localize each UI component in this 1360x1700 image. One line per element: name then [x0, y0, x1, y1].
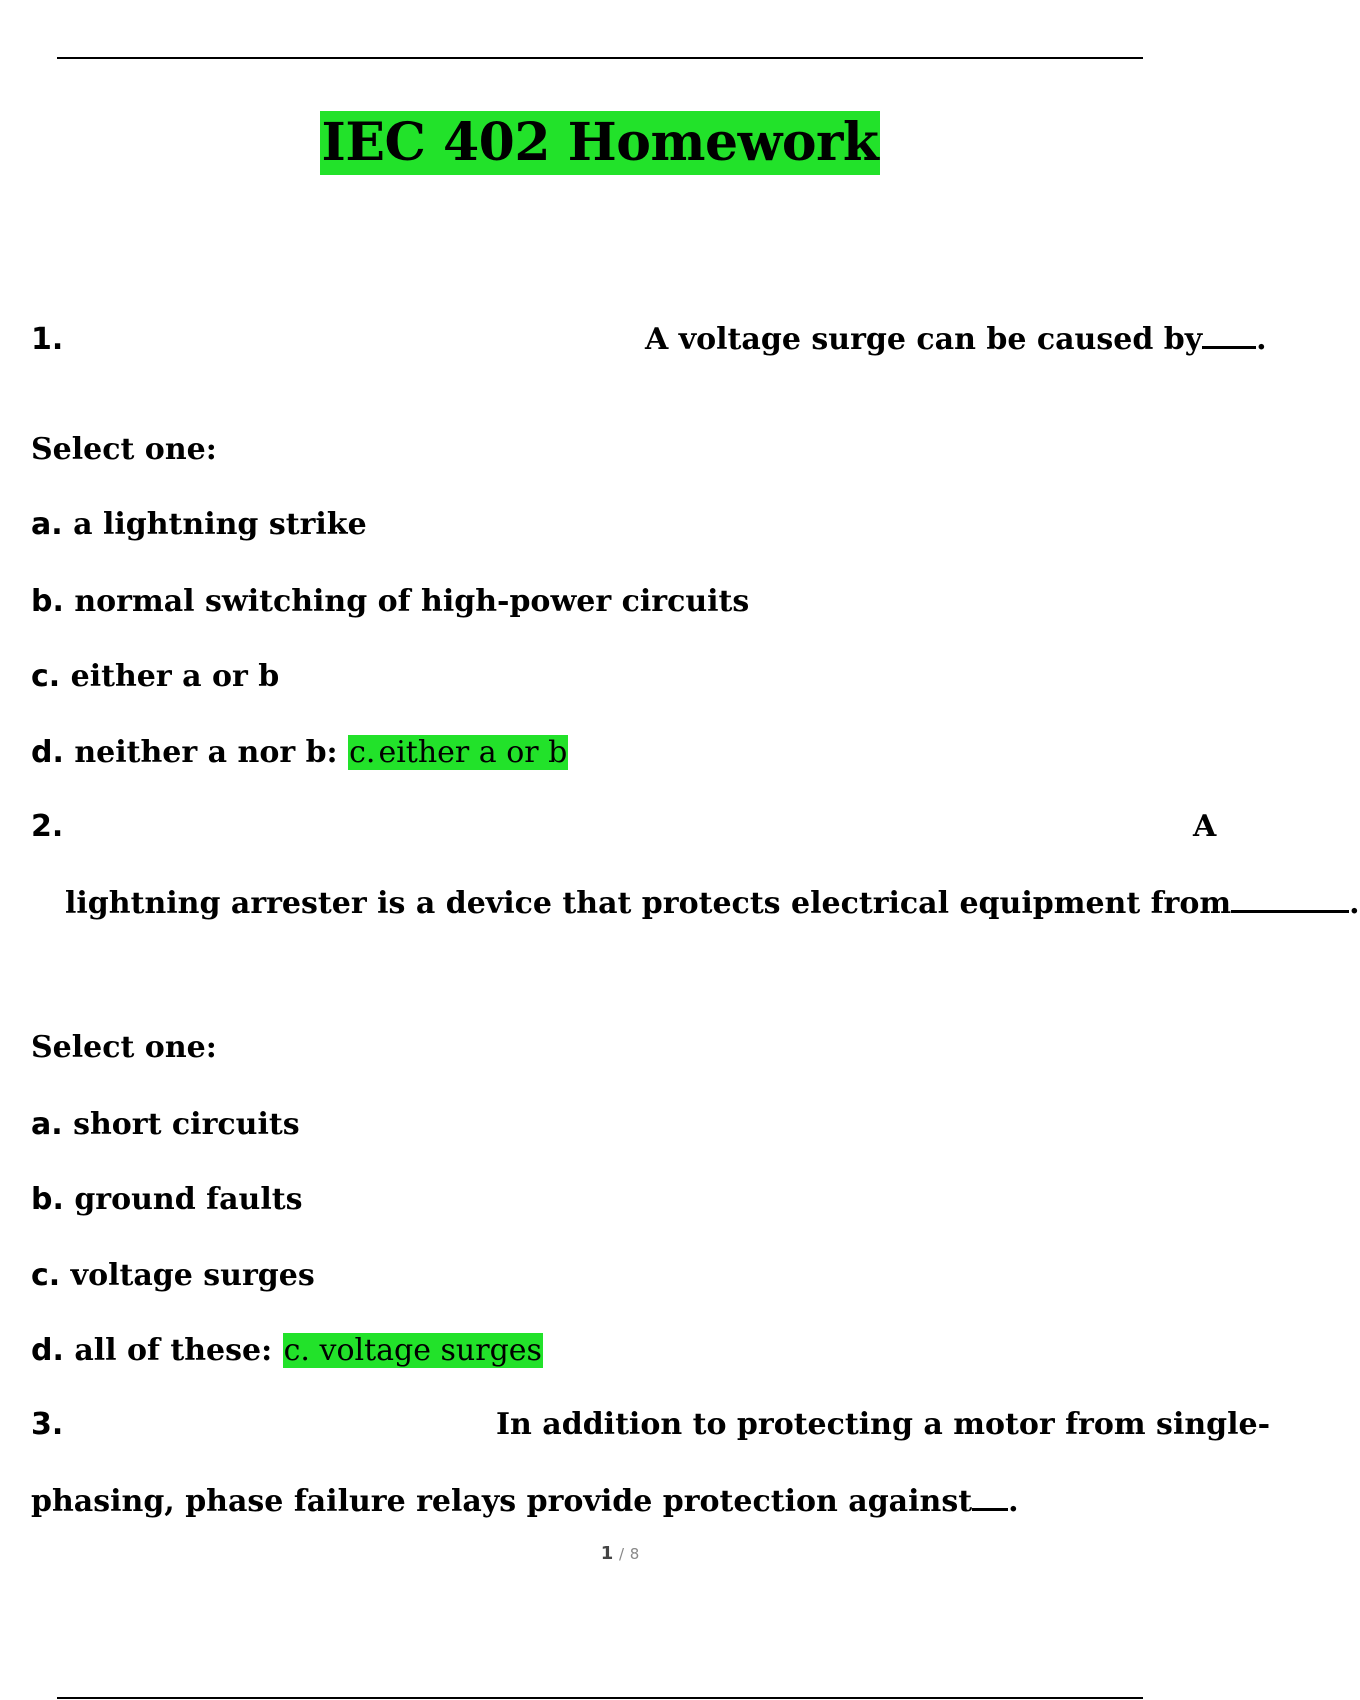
question-trail: . [1008, 1484, 1019, 1519]
question-2-select-label: Select one: [31, 1030, 217, 1065]
option-text: voltage surges [70, 1258, 315, 1293]
question-2-option-b [31, 1180, 302, 1220]
page-total: 8 [629, 1545, 640, 1563]
answer-blank [1202, 324, 1256, 349]
question-3-text-line-2 [31, 1482, 1019, 1522]
option-text: a lightning strike [73, 507, 367, 542]
question-1-option-c [31, 657, 279, 697]
answer-text: either a or b [378, 735, 568, 770]
question-1-option-b [31, 582, 749, 622]
answer-highlight: c. voltage surges [283, 1333, 542, 1368]
answer-blank [972, 1486, 1008, 1511]
question-text: A voltage surge can be caused by [645, 322, 1203, 357]
question-number: 2. [31, 809, 64, 844]
option-text: neither a nor b: [74, 735, 338, 770]
page-indicator [0, 1543, 1240, 1564]
option-letter: c. [31, 659, 61, 694]
option-text: either a or b [70, 659, 280, 694]
question-1-option-a [31, 505, 367, 545]
option-text: ground faults [74, 1182, 303, 1217]
question-1-select-label: Select one: [31, 432, 217, 467]
option-letter: d. [31, 1333, 64, 1368]
answer-highlight [348, 735, 568, 770]
option-text: all of these: [74, 1333, 273, 1368]
option-letter: c. [31, 1258, 61, 1293]
title-container [0, 111, 1200, 175]
question-2-number [31, 807, 63, 847]
option-text: short circuits [73, 1107, 300, 1142]
option-letter: d. [31, 735, 64, 770]
option-letter: b. [31, 584, 64, 619]
option-text: normal switching of high-power circuits [74, 584, 750, 619]
question-2-lead-char: A [1193, 809, 1217, 844]
question-trail: . [1256, 322, 1267, 357]
page-current: 1 [600, 1543, 614, 1564]
question-1-option-d [31, 733, 568, 773]
page-separator: / [618, 1545, 625, 1563]
question-2-text [65, 884, 1360, 924]
question-2-option-a [31, 1105, 300, 1145]
answer-letter: c. [349, 735, 376, 770]
question-1-number [31, 320, 63, 360]
question-text: phasing, phase failure relays provide protection against [31, 1484, 973, 1519]
bottom-rule [57, 1697, 1143, 1699]
question-number: 1. [31, 322, 64, 357]
document-title: IEC 402 Homework [321, 112, 879, 173]
option-letter: a. [31, 1107, 63, 1142]
question-trail: . [1349, 886, 1360, 921]
question-1-text [645, 320, 1267, 360]
question-3-number [31, 1405, 63, 1445]
question-text: lightning arrester is a device that protects electrical equipment from [65, 886, 1232, 921]
question-2-option-c [31, 1256, 315, 1296]
top-rule [57, 57, 1143, 59]
question-number: 3. [31, 1407, 64, 1442]
answer-blank [1231, 888, 1349, 913]
question-3-text-line-1: In addition to protecting a motor from single- [496, 1407, 1271, 1442]
option-letter: b. [31, 1182, 64, 1217]
option-letter: a. [31, 507, 63, 542]
question-2-option-d [31, 1331, 543, 1371]
